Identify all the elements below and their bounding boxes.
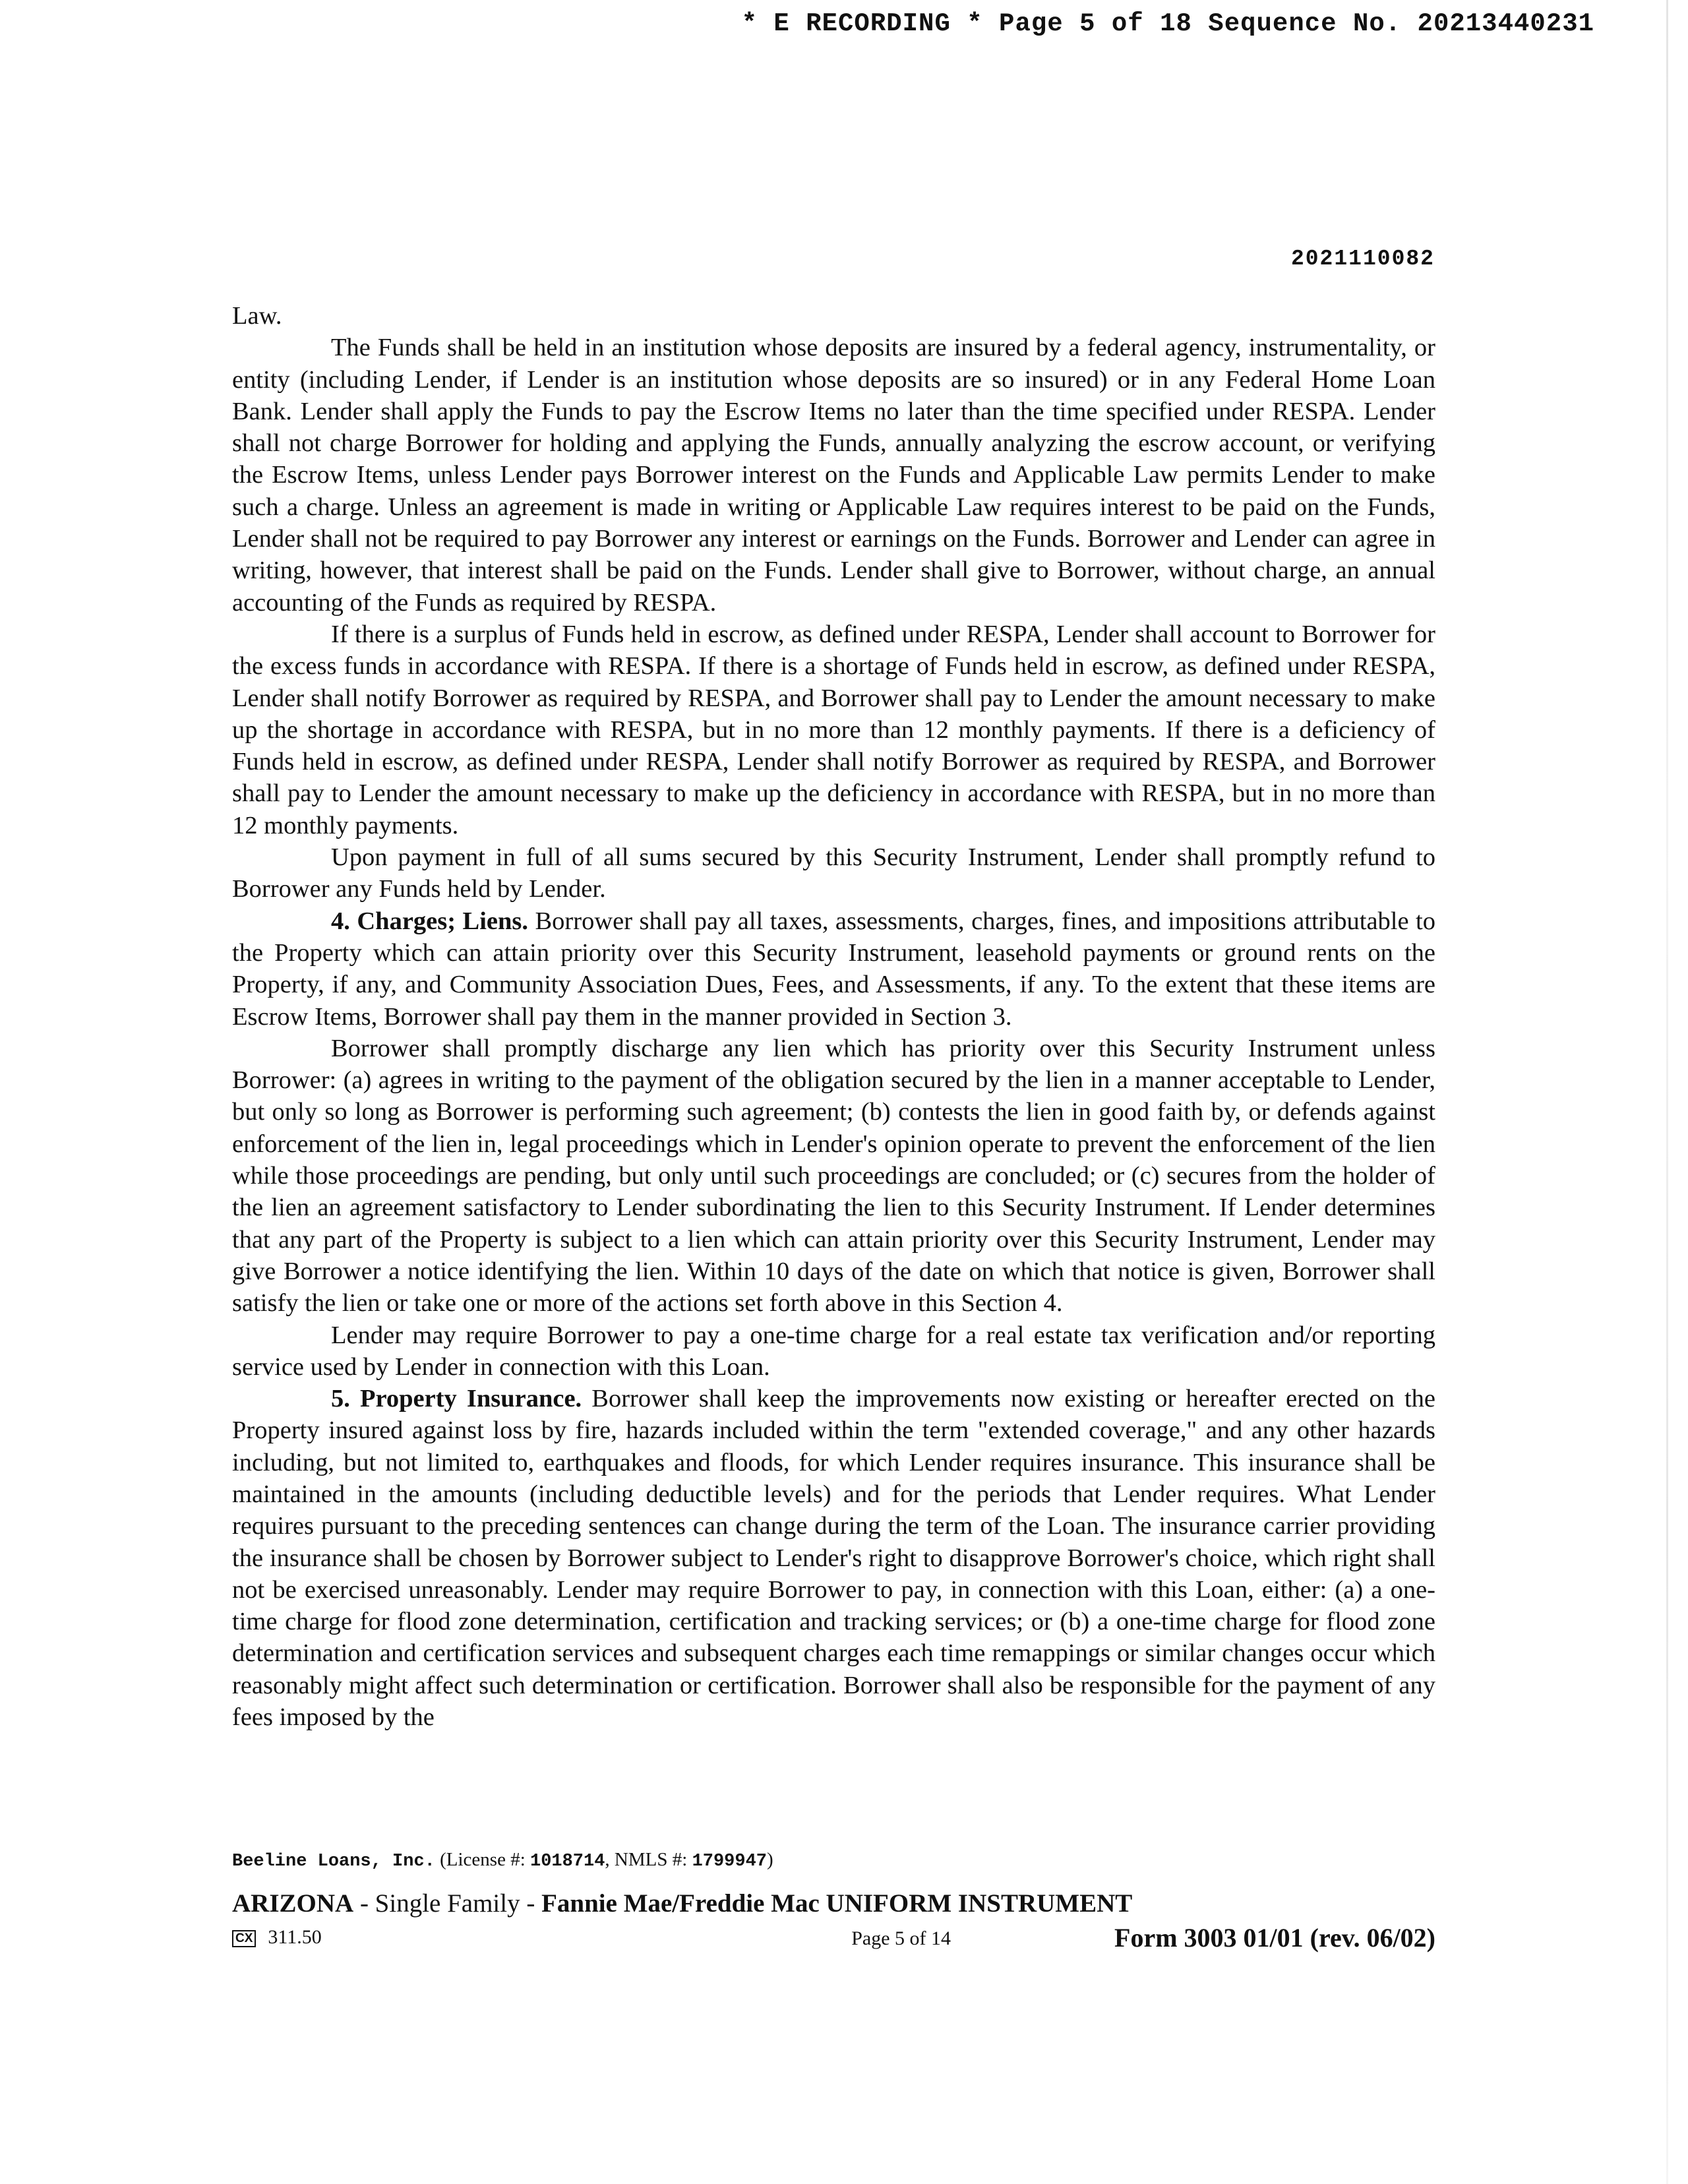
paragraph-refund: Upon payment in full of all sums secured by this Security Instrument, Lender shall promptly refund to Borrower any Funds held by Lender.: [232, 843, 1435, 903]
lender-name: Beeline Loans, Inc.: [232, 1852, 435, 1871]
paragraph-charges-liens: [232, 905, 1435, 1033]
instrument-name: Fannie Mae/Freddie Mac UNIFORM INSTRUMENT: [541, 1889, 1133, 1918]
nmls-label: , NMLS #:: [605, 1849, 688, 1870]
state-name: ARIZONA: [232, 1889, 354, 1918]
paragraph-tax-verification: Lender may require Borrower to pay a one-time charge for a real estate tax verification and/or reporting service used by Lender in connection with this Loan.: [232, 1321, 1435, 1381]
form-code-number: 311.50: [268, 1926, 322, 1948]
section-5-text: Borrower shall keep the improvements now existing or hereafter erected on the Property insured against loss by fire, hazards included within the term "extended coverage," and any other hazards including, but not limited to, earthquakes and floods, for which Lender requires insurance. This insurance shall be maintained in the amounts (including deductible levels) and for the periods that Lender requires. What Lender requires pursuant to the preceding sentences can change during the term of the Loan. The insurance carrier providing the insurance shall be chosen by Borrower subject to Lender's right to disapprove Borrower's choice, which right shall not be exercised unreasonably. Lender may require Borrower to pay, in connection with this Loan, either: (a) a one-time charge for flood zone determination, certification and tracking services; or (b) a one-time charge for flood zone determination and certification services and subsequent charges each time remappings or similar changes occur which reasonably might affect such determination or certification. Borrower shall also be responsible for the payment of any fees imposed by the: [232, 1385, 1435, 1732]
section-5-heading: 5. Property Insurance.: [331, 1385, 582, 1413]
state-instrument-line: [232, 1888, 1435, 1920]
paragraph-discharge-lien: Borrower shall promptly discharge any lien which has priority over this Security Instrument unless Borrower: (a) agrees in writing to the payment of the obligation secured by the lien in a manner acceptable to Lender, but only so long as Borrower is performing such agreement; (b) contests the lien in good faith by, or defends against enforcement of the lien in, legal proceedings which in Lender's opinion operate to prevent the enforcement of the lien while those proceedings are pending, but only until such proceedings are concluded; or (c) secures from the holder of the lien an agreement satisfactory to Lender subordinating the lien to this Security Instrument. If Lender determines that any part of the Property is subject to a lien which can attain priority over this Security Instrument, Lender may give Borrower a notice identifying the lien. Within 10 days of the date on which that notice is given, Borrower shall satisfy the lien or take one or more of the actions set forth above in this Section 4.: [232, 1034, 1435, 1318]
paragraph-law-continuation: Law.: [232, 302, 282, 330]
license-number: 1018714: [530, 1852, 605, 1871]
form-info-line: [232, 1922, 1435, 1955]
form-type: - Single Family -: [353, 1889, 542, 1918]
body-text: [232, 300, 1435, 1733]
lender-line: [232, 1846, 1435, 1875]
scan-edge-shadow: [1666, 0, 1668, 2184]
paragraph-funds-held: The Funds shall be held in an institution whose deposits are insured by a federal agency, instrumentality, or entity (including Lender, if Lender is an institution whose deposits are so insured) or in any Federal Home Loan Bank. Lender shall apply the Funds to pay the Escrow Items no later than the time specified under RESPA. Lender shall not charge Borrower for holding and applying the Funds, annually analyzing the escrow account, or verifying the Escrow Items, unless Lender pays Borrower interest on the Funds and Applicable Law permits Lender to make such a charge. Unless an agreement is made in writing or Applicable Law requires interest to be paid on the Funds, Lender shall not be required to pay Borrower any interest or earnings on the Funds. Borrower and Lender can agree in writing, however, that interest shall be paid on the Funds. Lender shall give to Borrower, without charge, an annual accounting of the Funds as required by RESPA.: [232, 334, 1435, 617]
nmls-number: 1799947: [692, 1852, 767, 1871]
license-label: (License #:: [440, 1849, 526, 1870]
form-number: Form 3003 01/01 (rev. 06/02): [1114, 1923, 1435, 1953]
cx-box-icon: CX: [232, 1930, 256, 1947]
recording-header: * E RECORDING * Page 5 of 18 Sequence No. 20213440231: [741, 9, 1594, 38]
page-footer: [232, 1846, 1435, 1955]
section-4-text: Borrower shall pay all taxes, assessments, charges, fines, and impositions attributable to the Property which can attain priority over this Security Instrument, leasehold payments or ground rents on the Property, if any, and Community Association Dues, Fees, and Assessments, if any. To the extent that these items are Escrow Items, Borrower shall pay them in the manner provided in Section 3.: [232, 907, 1435, 1031]
paragraph-property-insurance: [232, 1383, 1435, 1733]
document-number: 2021110082: [1290, 247, 1435, 271]
close-paren: ): [766, 1849, 773, 1870]
paragraph-surplus: If there is a surplus of Funds held in escrow, as defined under RESPA, Lender shall account to Borrower for the excess funds in accordance with RESPA. If there is a shortage of Funds held in escrow, as defined under RESPA, Lender shall notify Borrower as required by RESPA, and Borrower shall pay to Lender the amount necessary to make up the shortage in accordance with RESPA, but in no more than 12 monthly payments. If there is a deficiency of Funds held in escrow, as defined under RESPA, Lender shall notify Borrower as required by RESPA, and Borrower shall pay to Lender the amount necessary to make up the deficiency in accordance with RESPA, but in no more than 12 monthly payments.: [232, 620, 1435, 839]
section-4-heading: 4. Charges; Liens.: [331, 907, 529, 935]
page-number: Page 5 of 14: [851, 1927, 951, 1949]
